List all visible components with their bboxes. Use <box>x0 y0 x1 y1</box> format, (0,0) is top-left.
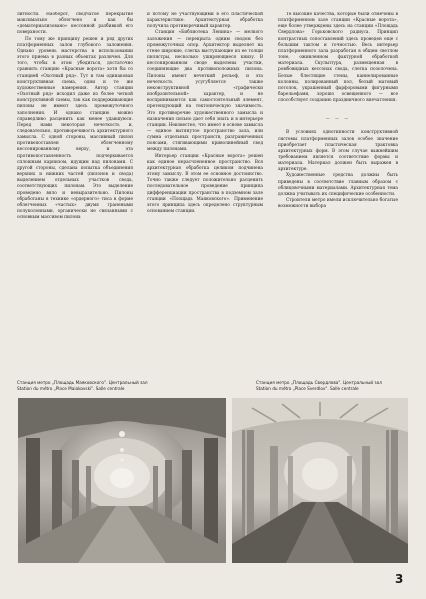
paragraph: Станция «Библиотека Ленина» — мелкого заложения — перекрыта одним сводом без промежуточных опор. Архитектор выделяет на стене широкие, слегка выступающие из ее толщи пилястры, несколько уширяющиеся книзу. В кессонированном своде выделены участки, соединяющие два противоположных пилона. Пилоны имеют нечеткий рельеф, и эта нечеткость усугубляется также неконструктивной «графически изобразительной» характер, и не воспринимаются как самостоятельный элемент, претендующий на тектоническую значимость. Это противоречие художественного замысла и назначения сильно дает себя знать и в интерьере станции. Неизвестно, что имеет в основе замысла — единое вытянутое пространство зала, или сумма отдельных пространств, разграниченных поясами, стягивающими криволинейный свод между пилонами. <box>147 30 263 153</box>
section-separator: — — — <box>325 115 351 121</box>
caption-french: Station du métro „Place Sverdlov". Salle centrale <box>256 385 359 391</box>
paragraph: и потому не участвующими в его пластической характеристике. Архитектурная обработка получила противоречивый характер. <box>147 12 263 30</box>
photo-caption-left <box>17 380 217 391</box>
paragraph: В условиях однотипности конструктивной системы платформенных залов особое значение приобретает пластическая трактовка архитектурных форм. В этом случае важнейшим требованием является соответствие формы и материала. Материал должен быть выражен в архитектуре. <box>278 130 398 173</box>
paragraph: Те высокие качества, которые были отмечены в платформенном зале станции «Красные ворота», еще более утверждены здесь на станции «Площадь Свердлова» Горьковского радиуса. Принцип контрастных сопоставлений здесь проведен еще с большим тактом и точностью. Весь интерьер платформенного зала разработан в общем светлом тоне, оживленном фактурной обработкой материала. Скульптура, размещенная в ромбовидных кессонах свода, слегка позолочена. Белые блестящие стены, каннелированные колонны, полированный пол, белый матовый потолок, украшенный фарфоровыми фигурными барельефами, хорошо освещенного — все способствует созданию праздничного впечатления. <box>278 12 398 104</box>
photo-mayakovskaya-hall <box>18 398 226 563</box>
paragraph: Художественные средства должны быть приведены в соответствие главным образом с облицовочными материалами. Архитектурная тема должна учитывать их специфические особенности. <box>278 173 398 197</box>
text-column-2 <box>147 12 263 373</box>
caption-russian: Станция метро „Площадь Свердлова". Центральный зал <box>256 380 382 385</box>
photo-caption-right <box>256 380 416 391</box>
paragraph: Интерьер станции «Красные ворота» решен как единое нерасчлененное пространство. Вся архитектурная обработка целиком подчинена этому замыслу. В этом ее основное достоинство. Точно также следует положительно расценить последовательное проведение принципа дифференциации пространства в подземном зале станции «Площадь Маяковского». Применение этого принципа здесь определено структурным основанием станции. <box>147 153 263 214</box>
page-number: 3 <box>395 572 404 586</box>
caption-russian: Станция метро „Площадь Маяковского". Центральный зал <box>17 380 148 385</box>
text-column-3 <box>278 12 398 373</box>
paragraph: литности. Наоборот, сводчатое перекрытие максимально облегчено и как бы «дематериализовано» кессонной разбивкой его поверхности. <box>17 12 133 36</box>
hall-photo-image <box>232 398 408 563</box>
hall-photo-image <box>18 398 226 563</box>
caption-french: Station du métro „Place Maiakovski". Salle centrale <box>17 385 125 391</box>
paragraph: По тому же принципу решен и ряд других платформенных залов глубокого заложения. Однако уровень мастерства в использовании этого приема в разных объектах различен. Для того, чтобы в этом убедиться, достаточно сравнить станцию «Красные ворота» хотя бы со станцией «Охотный ряд». Тут и там одинаковая конструктивная схема, одни и те же художественные намерения. Автор станции «Охотный ряд» исходил даже из более четкой конструктивной схемы, так как поддерживающие пилоны не имеют здесь промежуточного заполнения. И однако станцию можно справедливо расценить как менее удавшуюся. Перед нами некоторая нечеткость и, следовательно, противоречивость архитектурного замысла. С одной стороны, массивный пилон противопоставлен облегченному кессонированному верху, и эта противопоставленность подчеркивается сплошным карнизом, идущим над пилонами. С другой стороны, сделана попытка объединения верхних и нижних частей (пилонов и свода) выделением отдельных участков свода, соответствующих пилонам. Это выделение проведено вяло и невыразительно. Пилоны обработаны в технике «ордерного» тиса в форме облегченных «частых» двумя гранеными полуколоннами, органически не связанными с основным массивом пилона <box>17 36 133 221</box>
text-column-1 <box>17 12 133 373</box>
paragraph: Строители метро имели исключительно богатые возможности выбора <box>278 198 398 210</box>
photo-sverdlov-hall <box>232 398 408 563</box>
